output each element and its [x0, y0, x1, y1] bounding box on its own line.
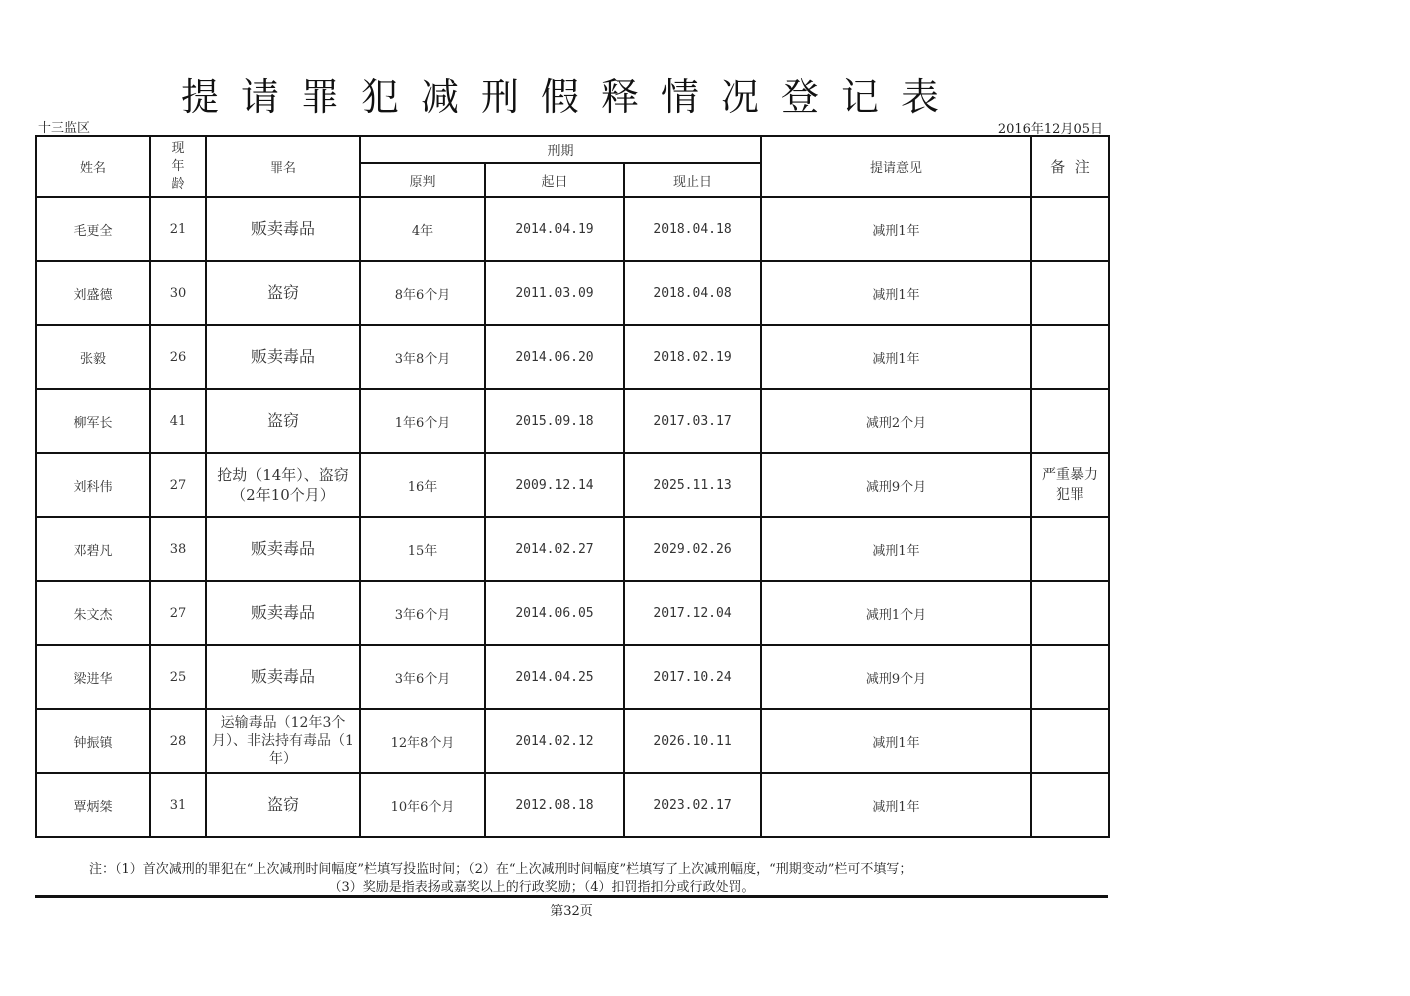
cell-age: 38 — [150, 517, 206, 581]
bottom-divider — [35, 895, 1108, 898]
cell-original: 10年6个月 — [360, 773, 485, 837]
header-age-line: 年 — [171, 158, 185, 174]
cell-age: 41 — [150, 389, 206, 453]
cell-age: 30 — [150, 261, 206, 325]
cell-original: 1年6个月 — [360, 389, 485, 453]
cell-name: 张毅 — [36, 325, 150, 389]
cell-start: 2011.03.09 — [485, 261, 624, 325]
report-date: 2016年12月05日 — [997, 122, 1103, 137]
cell-opinion: 减刑1年 — [761, 517, 1031, 581]
table-row — [36, 453, 1109, 517]
table-row — [36, 773, 1109, 837]
cell-start: 2014.02.12 — [485, 709, 624, 773]
cell-remark — [1031, 773, 1109, 837]
footnote — [35, 861, 1108, 897]
cell-name: 刘科伟 — [36, 453, 150, 517]
cell-start: 2009.12.14 — [485, 453, 624, 517]
cell-remark — [1031, 261, 1109, 325]
cell-name: 毛更全 — [36, 197, 150, 261]
cell-age: 26 — [150, 325, 206, 389]
cell-crime: 运输毒品（12年3个月）、非法持有毒品（1年） — [206, 709, 360, 773]
cell-original: 15年 — [360, 517, 485, 581]
cell-remark — [1031, 389, 1109, 453]
cell-remark — [1031, 581, 1109, 645]
cell-remark — [1031, 517, 1109, 581]
cell-opinion: 减刑9个月 — [761, 453, 1031, 517]
footnote-line-1: 注：（1）首次减刑的罪犯在“上次减刑时间幅度”栏填写投监时间；（2）在“上次减刑时间幅度”栏填写了上次减刑幅度，“刑期变动”栏可不填写； — [89, 862, 913, 877]
cell-opinion: 减刑1年 — [761, 261, 1031, 325]
table-row — [36, 709, 1109, 773]
cell-start: 2014.06.20 — [485, 325, 624, 389]
cell-opinion: 减刑1年 — [761, 197, 1031, 261]
cell-end: 2017.03.17 — [624, 389, 761, 453]
cell-name: 覃炳桀 — [36, 773, 150, 837]
cell-end: 2018.02.19 — [624, 325, 761, 389]
cell-start: 2014.02.27 — [485, 517, 624, 581]
cell-remark — [1031, 325, 1109, 389]
table-row — [36, 197, 1109, 261]
cell-age: 25 — [150, 645, 206, 709]
header-age — [150, 136, 206, 197]
cell-original: 12年8个月 — [360, 709, 485, 773]
cell-crime: 贩卖毒品 — [206, 197, 360, 261]
cell-name: 邓碧凡 — [36, 517, 150, 581]
cell-original: 16年 — [360, 453, 485, 517]
table-row — [36, 261, 1109, 325]
cell-age: 27 — [150, 581, 206, 645]
cell-name: 梁进华 — [36, 645, 150, 709]
cell-end: 2025.11.13 — [624, 453, 761, 517]
header-age-line: 现 — [171, 140, 185, 156]
header-crime: 罪名 — [206, 136, 360, 197]
cell-crime: 盗窃 — [206, 261, 360, 325]
cell-original: 8年6个月 — [360, 261, 485, 325]
header-remark: 备 注 — [1031, 136, 1109, 197]
cell-name: 钟振镇 — [36, 709, 150, 773]
table-row — [36, 325, 1109, 389]
cell-name: 柳军长 — [36, 389, 150, 453]
cell-start: 2014.06.05 — [485, 581, 624, 645]
header-start: 起日 — [485, 163, 624, 197]
cell-crime: 贩卖毒品 — [206, 645, 360, 709]
table-row — [36, 645, 1109, 709]
cell-end: 2018.04.08 — [624, 261, 761, 325]
cell-original: 3年6个月 — [360, 581, 485, 645]
prison-unit: 十三监区 — [38, 121, 91, 136]
cell-opinion: 减刑1年 — [761, 325, 1031, 389]
cell-original: 3年8个月 — [360, 325, 485, 389]
cell-original: 3年6个月 — [360, 645, 485, 709]
cell-crime: 贩卖毒品 — [206, 325, 360, 389]
cell-start: 2014.04.25 — [485, 645, 624, 709]
cell-age: 28 — [150, 709, 206, 773]
cell-remark: 严重暴力犯罪 — [1031, 453, 1109, 517]
cell-start: 2014.04.19 — [485, 197, 624, 261]
table-row — [36, 517, 1109, 581]
register-table — [35, 135, 1110, 838]
cell-remark — [1031, 645, 1109, 709]
cell-name: 朱文杰 — [36, 581, 150, 645]
header-age-line: 龄 — [171, 176, 185, 192]
cell-opinion: 减刑1年 — [761, 709, 1031, 773]
cell-crime: 盗窃 — [206, 773, 360, 837]
cell-opinion: 减刑1年 — [761, 773, 1031, 837]
page-number: 第32页 — [550, 904, 593, 919]
cell-original: 4年 — [360, 197, 485, 261]
cell-crime: 贩卖毒品 — [206, 517, 360, 581]
cell-end: 2029.02.26 — [624, 517, 761, 581]
cell-age: 31 — [150, 773, 206, 837]
cell-remark — [1031, 197, 1109, 261]
cell-end: 2017.12.04 — [624, 581, 761, 645]
cell-name: 刘盛德 — [36, 261, 150, 325]
cell-start: 2012.08.18 — [485, 773, 624, 837]
header-opinion: 提请意见 — [761, 136, 1031, 197]
cell-age: 21 — [150, 197, 206, 261]
cell-age: 27 — [150, 453, 206, 517]
table-row — [36, 581, 1109, 645]
cell-end: 2026.10.11 — [624, 709, 761, 773]
cell-crime: 贩卖毒品 — [206, 581, 360, 645]
cell-end: 2017.10.24 — [624, 645, 761, 709]
header-original: 原判 — [360, 163, 485, 197]
cell-opinion: 减刑1个月 — [761, 581, 1031, 645]
cell-start: 2015.09.18 — [485, 389, 624, 453]
cell-crime: 抢劫（14年）、盗窃（2年10个月） — [206, 453, 360, 517]
document-title: 提请罪犯减刑假释情况登记表 — [180, 75, 961, 119]
cell-end: 2018.04.18 — [624, 197, 761, 261]
table-row — [36, 389, 1109, 453]
cell-end: 2023.02.17 — [624, 773, 761, 837]
header-term: 刑期 — [360, 136, 761, 163]
header-name: 姓名 — [36, 136, 150, 197]
header-end: 现止日 — [624, 163, 761, 197]
cell-crime: 盗窃 — [206, 389, 360, 453]
cell-opinion: 减刑2个月 — [761, 389, 1031, 453]
cell-opinion: 减刑9个月 — [761, 645, 1031, 709]
footnote-line-2: （3）奖励是指表扬或嘉奖以上的行政奖励；（4）扣罚指扣分或行政处罚。 — [328, 880, 755, 895]
cell-remark — [1031, 709, 1109, 773]
